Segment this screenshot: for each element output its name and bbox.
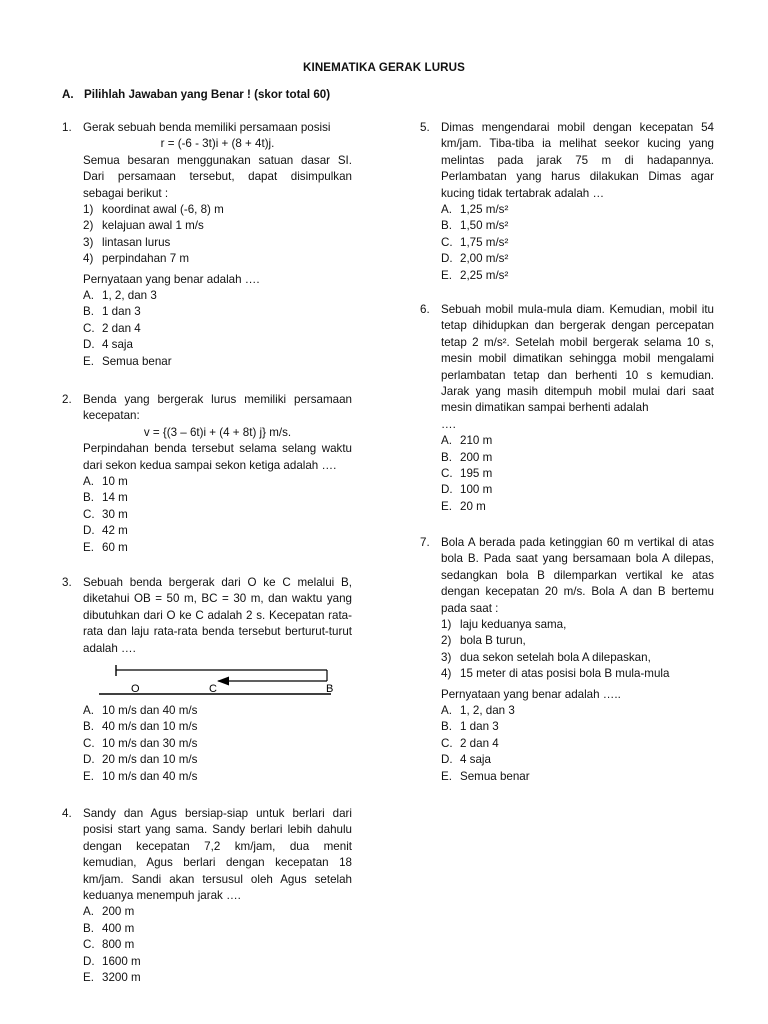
question-2 <box>62 392 352 556</box>
option-letter: E. <box>83 971 94 985</box>
statement-number: 3) <box>441 650 452 664</box>
answer-option[interactable] <box>441 499 714 515</box>
section-text: Pilihlah Jawaban yang Benar ! (skor total 60) <box>84 88 331 101</box>
answer-option[interactable] <box>83 540 352 556</box>
option-letter: C. <box>83 938 95 952</box>
answer-option[interactable] <box>83 921 352 937</box>
option-letter: B. <box>83 921 94 935</box>
answer-option[interactable] <box>441 752 714 768</box>
option-letter: D. <box>441 252 453 266</box>
option-letter: E. <box>83 769 94 783</box>
option-letter: E. <box>83 540 94 554</box>
label-o: O <box>131 683 140 696</box>
option-text: 200 m <box>460 450 493 464</box>
answer-option[interactable] <box>83 937 352 953</box>
option-text: Semua benar <box>460 769 530 783</box>
option-letter: D. <box>83 954 95 968</box>
statement-number: 2) <box>83 219 94 233</box>
option-letter: C. <box>83 321 95 335</box>
question-number: 2. <box>62 393 72 406</box>
question-text: Benda yang bergerak lurus memiliki persamaan kecepatan: <box>83 393 352 423</box>
statement-text: 15 meter di atas posisi bola B mula-mula <box>460 667 670 681</box>
option-text: 4 saja <box>460 753 491 767</box>
statement-text: laju keduanya sama, <box>460 618 567 632</box>
option-text: 20 m/s dan 10 m/s <box>102 753 198 767</box>
answer-option[interactable] <box>441 251 714 267</box>
question-text: Gerak sebuah benda memiliki persamaan posisi <box>83 121 331 134</box>
arrow-head-icon <box>217 677 229 686</box>
option-text: 200 m <box>102 905 135 919</box>
answer-option[interactable] <box>83 904 352 920</box>
option-text: 400 m <box>102 921 135 935</box>
question-number: 7. <box>420 536 430 549</box>
statement-number: 4) <box>83 252 94 266</box>
answer-option[interactable] <box>83 719 352 735</box>
question-text: Dimas mengendarai mobil dengan kecepatan 54 km/jam. Tiba-tiba ia melihat seekor kucing yang melintas pada jarak 75 m di hadapannya. Perlambatan yang harus dilakukan Dimas agar kucing tidak tertabrak adalah … <box>441 121 714 200</box>
velocity-formula: v = {(3 – 6t)i + (4 + 8t) j} m/s. <box>143 425 292 439</box>
question-1 <box>62 120 352 370</box>
statement-item <box>83 251 352 267</box>
option-letter: A. <box>83 704 94 718</box>
option-letter: B. <box>441 720 452 734</box>
option-text: 14 m <box>102 491 128 505</box>
option-text: 10 m/s dan 30 m/s <box>102 736 198 750</box>
answer-option[interactable] <box>441 202 714 218</box>
option-text: 100 m <box>460 483 493 497</box>
option-text: 1,25 m/s² <box>460 203 509 217</box>
option-letter: B. <box>441 450 452 464</box>
statement-text: koordinat awal (-6, 8) m <box>102 203 224 217</box>
answer-option[interactable] <box>83 337 352 353</box>
option-letter: A. <box>441 704 452 718</box>
option-text: 195 m <box>460 467 493 481</box>
answer-option[interactable] <box>441 703 714 719</box>
section-heading <box>62 88 330 101</box>
position-formula: r = (-6 - 3t)i + (8 + 4t)j. <box>160 137 275 151</box>
option-letter: D. <box>441 483 453 497</box>
answer-option[interactable] <box>83 736 352 752</box>
answer-option[interactable] <box>441 433 714 449</box>
option-text: 1600 m <box>102 954 141 968</box>
answer-option[interactable] <box>83 507 352 523</box>
option-letter: A. <box>441 203 452 217</box>
question-text: Semua besaran menggunakan satuan dasar SI. Dari persamaan tersebut, dapat disimpulkan sebagai berikut : <box>83 153 352 200</box>
option-letter: D. <box>83 753 95 767</box>
option-letter: B. <box>83 720 94 734</box>
question-text: Bola A berada pada ketinggian 60 m vertikal di atas bola B. Pada saat yang bersamaan bola A dilepas, sedangkan bola B dilemparkan vertikal ke atas dengan kecepatan 20 m/s. Bola A dan B bertemu pada saat : <box>441 536 714 615</box>
option-text: 2,00 m/s² <box>460 252 509 266</box>
option-letter: D. <box>441 753 453 767</box>
statement-number: 2) <box>441 634 452 648</box>
option-text: 42 m <box>102 524 128 538</box>
statement-text: dua sekon setelah bola A dilepaskan, <box>460 650 651 664</box>
statement-item <box>83 235 352 251</box>
answer-option[interactable] <box>441 268 714 284</box>
statement-item <box>83 218 352 234</box>
statement-number: 1) <box>83 203 94 217</box>
label-b: B <box>326 683 334 696</box>
option-text: 10 m/s dan 40 m/s <box>102 769 198 783</box>
answer-option[interactable] <box>83 523 352 539</box>
statement-item <box>441 633 714 649</box>
option-text: 4 saja <box>102 338 133 352</box>
answer-option[interactable] <box>83 970 352 986</box>
question-number: 5. <box>420 121 430 134</box>
option-text: 1 dan 3 <box>460 720 499 734</box>
option-text: 2 dan 4 <box>460 736 499 750</box>
option-letter: D. <box>83 524 95 538</box>
question-prompt: Pernyataan yang benar adalah …. <box>83 272 260 286</box>
option-letter: E. <box>83 354 94 368</box>
option-text: 60 m <box>102 540 128 554</box>
statement-text: bola B turun, <box>460 634 526 648</box>
option-text: 40 m/s dan 10 m/s <box>102 720 198 734</box>
answer-option[interactable] <box>441 769 714 785</box>
answer-option[interactable] <box>83 321 352 337</box>
option-text: 210 m <box>460 434 493 448</box>
question-5 <box>420 120 714 284</box>
answer-option[interactable] <box>83 703 352 719</box>
statement-number: 4) <box>441 667 452 681</box>
statement-item <box>441 650 714 666</box>
question-3 <box>62 575 352 785</box>
option-text: 2 dan 4 <box>102 321 141 335</box>
option-text: 1, 2, dan 3 <box>460 704 515 718</box>
statement-item <box>441 617 714 633</box>
question-number: 1. <box>62 121 72 134</box>
motion-diagram-svg <box>69 657 339 703</box>
answer-option[interactable] <box>83 954 352 970</box>
statement-item <box>83 202 352 218</box>
question-text: Sandy dan Agus bersiap-siap untuk berlari dari posisi start yang sama. Sandy berlari lebih dahulu dengan kecepatan 7,2 km/jam, dua menit kemudian, Agus berlari dengan kecepatan 18 km/jam. Sandi akan tersusul oleh Agus setelah keduanya menempuh jarak …. <box>83 807 352 903</box>
option-text: 30 m <box>102 507 128 521</box>
option-letter: E. <box>441 499 452 513</box>
answer-option[interactable] <box>441 450 714 466</box>
option-letter: C. <box>83 736 95 750</box>
answer-option[interactable] <box>83 490 352 506</box>
statement-text: perpindahan 7 m <box>102 252 190 266</box>
option-text: 1,50 m/s² <box>460 219 509 233</box>
motion-diagram <box>83 657 352 703</box>
answer-option[interactable] <box>441 719 714 735</box>
option-letter: A. <box>441 434 452 448</box>
option-letter: A. <box>83 289 94 303</box>
option-letter: B. <box>83 491 94 505</box>
statement-text: lintasan lurus <box>102 235 171 249</box>
option-text: 1 dan 3 <box>102 305 141 319</box>
option-letter: C. <box>441 736 453 750</box>
label-c: C <box>209 683 217 696</box>
option-text: 800 m <box>102 938 135 952</box>
document-title: KINEMATIKA GERAK LURUS <box>303 61 465 74</box>
option-letter: B. <box>83 305 94 319</box>
option-letter: A. <box>83 475 94 489</box>
option-text: 1,75 m/s² <box>460 235 509 249</box>
answer-option[interactable] <box>441 482 714 498</box>
option-text: 20 m <box>460 499 486 513</box>
answer-option[interactable] <box>83 354 352 370</box>
question-number: 3. <box>62 576 72 589</box>
answer-option[interactable] <box>83 474 352 490</box>
question-prompt: Pernyataan yang benar adalah ….. <box>441 687 621 701</box>
answer-option[interactable] <box>441 218 714 234</box>
answer-option[interactable] <box>83 769 352 785</box>
option-letter: B. <box>441 219 452 233</box>
option-text: 10 m/s dan 40 m/s <box>102 704 198 718</box>
answer-option[interactable] <box>83 288 352 304</box>
option-letter: E. <box>441 268 452 282</box>
statement-item <box>441 666 714 682</box>
option-letter: C. <box>83 507 95 521</box>
statement-number: 1) <box>441 618 452 632</box>
question-4 <box>62 806 352 986</box>
question-text: Sebuah mobil mula-mula diam. Kemudian, mobil itu tetap dihidupkan dan bergerak dengan percepatan tetap 2 m/s². Setelah mobil bergerak selama 10 s, mesin mobil dimatikan sehingga mobil mengalami perlambatan tetap dan berhenti 10 s kemudian. Jarak yang masih ditempuh mobil mulai dari saat mesin dimatikan sampai berhenti adalah <box>441 303 714 415</box>
question-7 <box>420 535 714 785</box>
question-text: Perpindahan benda tersebut selama selang waktu dari sekon kedua sampai sekon ketiga adalah …. <box>83 442 352 472</box>
option-letter: D. <box>83 338 95 352</box>
option-letter: E. <box>441 769 452 783</box>
question-number: 4. <box>62 807 72 820</box>
statement-text: kelajuan awal 1 m/s <box>102 219 204 233</box>
answer-option[interactable] <box>441 235 714 251</box>
question-ellipsis: …. <box>441 417 456 431</box>
answer-option[interactable] <box>83 752 352 768</box>
option-letter: C. <box>441 467 453 481</box>
option-text: 2,25 m/s² <box>460 268 509 282</box>
section-number: A. <box>62 88 74 101</box>
statement-number: 3) <box>83 235 94 249</box>
answer-option[interactable] <box>441 736 714 752</box>
answer-option[interactable] <box>441 466 714 482</box>
question-text: Sebuah benda bergerak dari O ke C melalui B, diketahui OB = 50 m, BC = 30 m, dan waktu yang dibutuhkan dari O ke C adalah 2 s. Kecepatan rata-rata dan laju rata-rata benda tersebut berturut-turut adalah …. <box>83 576 352 655</box>
question-6 <box>420 302 714 515</box>
option-letter: A. <box>83 905 94 919</box>
answer-option[interactable] <box>83 304 352 320</box>
option-text: 10 m <box>102 475 128 489</box>
option-text: 1, 2, dan 3 <box>102 289 157 303</box>
option-letter: C. <box>441 235 453 249</box>
option-text: 3200 m <box>102 971 141 985</box>
option-text: Semua benar <box>102 354 172 368</box>
question-number: 6. <box>420 303 430 316</box>
